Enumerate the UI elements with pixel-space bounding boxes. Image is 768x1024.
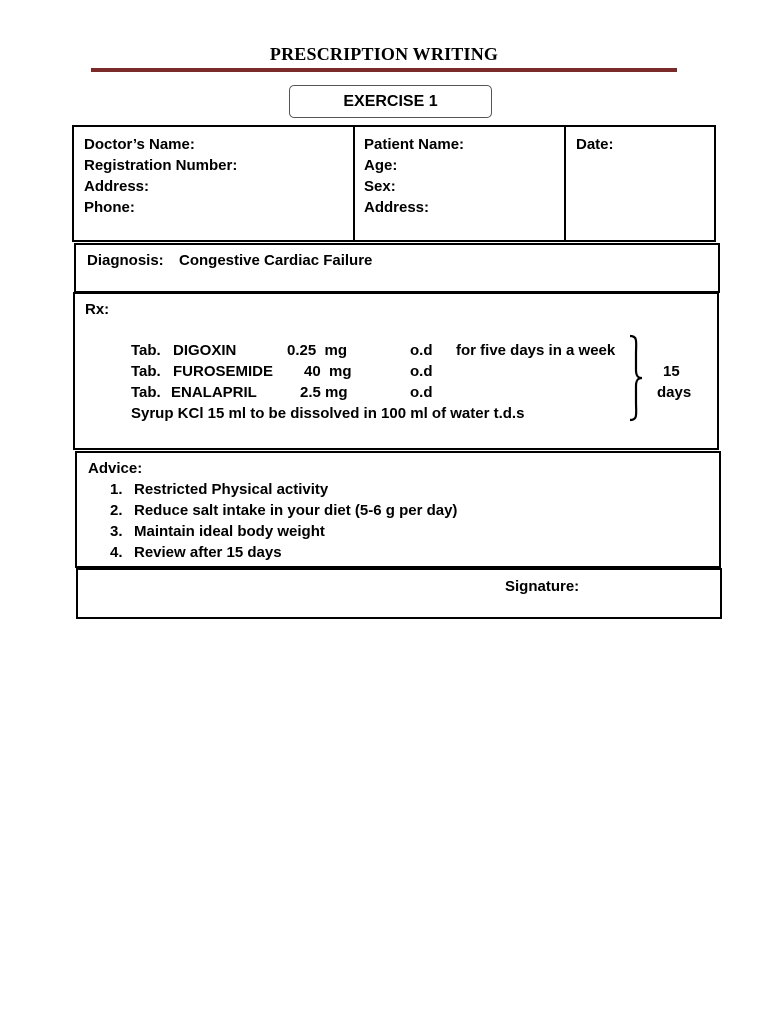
rx-item-dose: 0.25 mg xyxy=(287,342,348,359)
curly-brace-icon xyxy=(628,334,644,422)
advice-number: 1. xyxy=(110,481,123,498)
advice-number: 4. xyxy=(110,544,123,561)
doctor-name-label: Doctor’s Name: xyxy=(84,136,195,153)
patient-details xyxy=(364,134,464,218)
rx-item-drug: ENALAPRIL xyxy=(171,384,257,401)
rx-syrup-line: Syrup KCl 15 ml to be dissolved in 100 ml of water t.d.s xyxy=(131,405,525,422)
rx-item-frequency: o.d xyxy=(410,363,433,380)
rx-item-form: Tab. xyxy=(131,342,161,359)
rx-item-frequency: o.d xyxy=(410,342,433,359)
diagnosis-section xyxy=(74,243,720,293)
rx-item-dose: 2.5 mg xyxy=(300,384,348,401)
advice-number: 3. xyxy=(110,523,123,540)
patient-address-label: Address: xyxy=(364,199,430,216)
column-divider-1 xyxy=(353,127,355,240)
rx-item-form: Tab. xyxy=(131,384,161,401)
doctor-details xyxy=(84,134,237,218)
rx-item-note: for five days in a week xyxy=(456,342,616,359)
date-label: Date: xyxy=(576,136,614,153)
advice-item: Reduce salt intake in your diet (5-6 g per day) xyxy=(134,502,458,519)
signature-label: Signature: xyxy=(505,578,580,595)
diagnosis-label: Diagnosis: xyxy=(87,252,164,269)
rx-item-drug: DIGOXIN xyxy=(173,342,237,359)
page-title: PRESCRIPTION WRITING xyxy=(269,44,499,64)
registration-number-label: Registration Number: xyxy=(84,157,238,174)
advice-item: Restricted Physical activity xyxy=(134,481,329,498)
patient-name-label: Patient Name: xyxy=(364,136,465,153)
rx-duration-number: 15 xyxy=(663,363,680,380)
rx-item-form: Tab. xyxy=(131,363,161,380)
doctor-phone-label: Phone: xyxy=(84,199,135,216)
rx-item-frequency: o.d xyxy=(410,384,433,401)
advice-section xyxy=(75,451,721,568)
rx-item-drug: FUROSEMIDE xyxy=(173,363,274,380)
diagnosis-value: Congestive Cardiac Failure xyxy=(179,252,373,269)
patient-age-label: Age: xyxy=(364,157,398,174)
rx-duration-unit: days xyxy=(657,384,692,401)
rx-label: Rx: xyxy=(85,301,110,318)
title-underline xyxy=(91,68,677,72)
exercise-text: EXERCISE 1 xyxy=(343,92,438,110)
date-field xyxy=(576,134,614,155)
column-divider-2 xyxy=(564,127,566,240)
advice-label: Advice: xyxy=(88,460,143,477)
rx-item-dose: 40 mg xyxy=(304,363,352,380)
signature-section xyxy=(76,568,722,619)
rx-section xyxy=(73,292,719,450)
advice-item: Maintain ideal body weight xyxy=(134,523,325,540)
exercise-label xyxy=(289,85,492,118)
advice-number: 2. xyxy=(110,502,123,519)
patient-sex-label: Sex: xyxy=(364,178,396,195)
doctor-address-label: Address: xyxy=(84,178,150,195)
header-section xyxy=(72,125,716,242)
advice-item: Review after 15 days xyxy=(134,544,282,561)
